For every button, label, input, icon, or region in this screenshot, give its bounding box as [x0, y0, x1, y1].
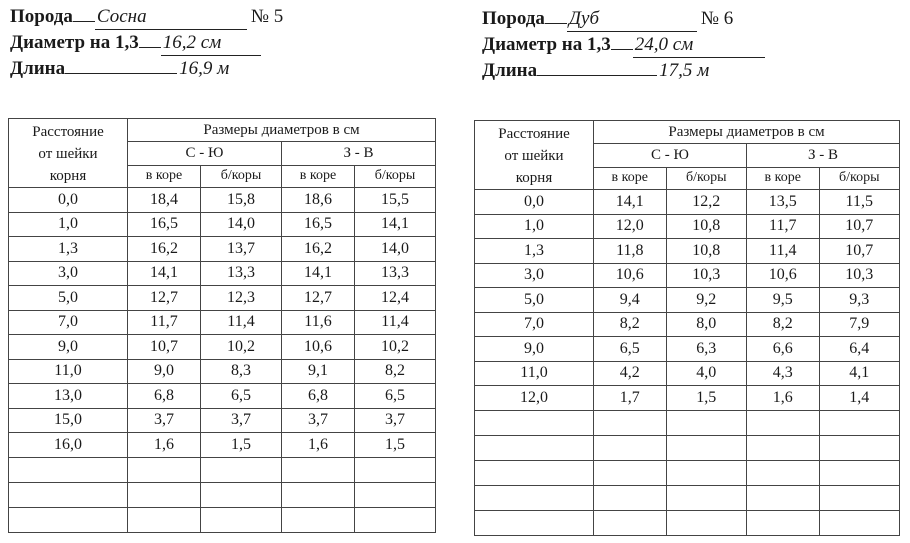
diameter-cell: 1,6 — [746, 386, 819, 411]
distance-header-line: Расстояние — [498, 126, 570, 142]
distance-cell: 1,3 — [9, 237, 128, 262]
diameter-cell: 13,3 — [201, 261, 282, 286]
diameter-cell: 15,8 — [201, 188, 282, 213]
diameter-cell: 16,2 — [128, 237, 201, 262]
table-row — [9, 384, 436, 409]
diameter-line — [482, 32, 765, 58]
diameter-cell: 18,4 — [128, 188, 201, 213]
empty-cell — [281, 507, 354, 532]
empty-cell — [9, 457, 128, 482]
diameter-cell: 14,1 — [354, 212, 435, 237]
subheader-with-bark: в коре — [594, 167, 667, 189]
diameter-cell: 8,3 — [201, 359, 282, 384]
distance-cell: 0,0 — [475, 190, 594, 215]
diameter-cell: 3,7 — [201, 408, 282, 433]
table-row — [9, 310, 436, 335]
diameter-cell: 8,2 — [354, 359, 435, 384]
diameter-cell: 14,0 — [201, 212, 282, 237]
diameter-cell: 12,7 — [128, 286, 201, 311]
empty-cell — [128, 482, 201, 507]
card-number: № 5 — [250, 6, 284, 27]
empty-cell — [475, 410, 594, 435]
empty-cell — [746, 410, 819, 435]
empty-row — [9, 482, 436, 507]
diameter-cell: 3,7 — [281, 408, 354, 433]
subheader-without-bark: б/коры — [666, 167, 746, 189]
diameter-cell: 1,4 — [819, 386, 899, 411]
diameter-cell: 11,7 — [746, 214, 819, 239]
diameter-value: 24,0 см — [633, 32, 765, 58]
empty-row — [475, 460, 900, 485]
diameter-cell: 13,7 — [201, 237, 282, 262]
subheader-without-bark: б/коры — [354, 165, 435, 187]
diameter-cell: 10,8 — [666, 239, 746, 264]
diameter-cell: 4,2 — [594, 361, 667, 386]
subheader-with-bark: в коре — [281, 165, 354, 187]
distance-cell: 12,0 — [475, 386, 594, 411]
distance-cell: 16,0 — [9, 433, 128, 458]
diameter-cell: 13,5 — [746, 190, 819, 215]
table-row — [475, 361, 900, 386]
empty-cell — [354, 507, 435, 532]
measurements-table — [8, 118, 436, 533]
distance-cell: 5,0 — [475, 288, 594, 313]
empty-row — [475, 410, 900, 435]
diameter-cell: 11,5 — [819, 190, 899, 215]
table-row — [475, 288, 900, 313]
direction-header-we: З - В — [746, 144, 899, 167]
empty-row — [475, 485, 900, 510]
distance-cell: 3,0 — [9, 261, 128, 286]
diameter-cell: 4,0 — [666, 361, 746, 386]
length-label: Длина — [10, 58, 66, 79]
diameter-cell: 14,1 — [281, 261, 354, 286]
card-header — [482, 6, 765, 83]
empty-cell — [354, 457, 435, 482]
empty-cell — [666, 460, 746, 485]
table-row — [9, 408, 436, 433]
empty-cell — [475, 510, 594, 535]
diameter-cell: 11,4 — [746, 239, 819, 264]
empty-cell — [9, 482, 128, 507]
table-row — [9, 359, 436, 384]
empty-cell — [819, 485, 899, 510]
diameter-cell: 10,2 — [354, 335, 435, 360]
distance-cell: 0,0 — [9, 188, 128, 213]
empty-cell — [746, 485, 819, 510]
empty-cell — [475, 460, 594, 485]
diameter-cell: 6,8 — [281, 384, 354, 409]
empty-row — [475, 510, 900, 535]
distance-cell: 5,0 — [9, 286, 128, 311]
diameter-cell: 9,4 — [594, 288, 667, 313]
diameter-cell: 13,3 — [354, 261, 435, 286]
diameter-cell: 14,1 — [128, 261, 201, 286]
diameter-cell: 8,2 — [746, 312, 819, 337]
empty-cell — [128, 507, 201, 532]
empty-cell — [819, 460, 899, 485]
empty-cell — [201, 457, 282, 482]
diameter-cell: 10,6 — [281, 335, 354, 360]
diameter-cell: 4,1 — [819, 361, 899, 386]
empty-cell — [666, 435, 746, 460]
diameter-cell: 10,7 — [819, 214, 899, 239]
length-line — [10, 56, 283, 81]
table-row — [9, 261, 436, 286]
diameter-line — [10, 30, 283, 56]
subheader-with-bark: в коре — [128, 165, 201, 187]
empty-cell — [746, 435, 819, 460]
diameter-cell: 10,8 — [666, 214, 746, 239]
species-line — [10, 4, 283, 30]
distance-cell: 1,0 — [9, 212, 128, 237]
distance-header-line: корня — [515, 170, 553, 186]
empty-cell — [746, 460, 819, 485]
distance-header-line: корня — [49, 168, 87, 184]
empty-cell — [281, 457, 354, 482]
diameter-cell: 4,3 — [746, 361, 819, 386]
empty-row — [475, 435, 900, 460]
distance-cell: 7,0 — [475, 312, 594, 337]
table-row — [9, 433, 436, 458]
empty-cell — [819, 510, 899, 535]
diameter-cell: 14,1 — [594, 190, 667, 215]
diameter-cell: 18,6 — [281, 188, 354, 213]
diameter-cell: 1,7 — [594, 386, 667, 411]
diameter-cell: 16,2 — [281, 237, 354, 262]
length-line — [482, 58, 765, 83]
diameter-cell: 12,3 — [201, 286, 282, 311]
table-row — [9, 286, 436, 311]
diameter-cell: 9,1 — [281, 359, 354, 384]
species-line — [482, 6, 765, 32]
table-row — [9, 237, 436, 262]
distance-cell: 9,0 — [9, 335, 128, 360]
diameter-cell: 9,2 — [666, 288, 746, 313]
empty-cell — [128, 457, 201, 482]
empty-cell — [201, 482, 282, 507]
distance-cell: 1,0 — [475, 214, 594, 239]
empty-cell — [354, 482, 435, 507]
diameter-cell: 12,2 — [666, 190, 746, 215]
empty-cell — [666, 410, 746, 435]
diameter-cell: 9,5 — [746, 288, 819, 313]
species-label: Порода — [10, 6, 73, 27]
table-row — [475, 386, 900, 411]
species-value: Дуб — [567, 6, 697, 32]
card-number: № 6 — [700, 8, 734, 29]
distance-cell: 13,0 — [9, 384, 128, 409]
empty-row — [9, 507, 436, 532]
empty-cell — [475, 485, 594, 510]
table-row — [9, 212, 436, 237]
diameter-cell: 6,8 — [128, 384, 201, 409]
diameters-header: Размеры диаметров в см — [594, 121, 900, 144]
diameter-cell: 1,5 — [666, 386, 746, 411]
diameter-cell: 11,4 — [354, 310, 435, 335]
diameter-cell: 1,6 — [281, 433, 354, 458]
table-row — [475, 263, 900, 288]
diameter-cell: 10,3 — [819, 263, 899, 288]
diameter-cell: 10,3 — [666, 263, 746, 288]
diameter-cell: 11,8 — [594, 239, 667, 264]
direction-header-we: З - В — [281, 142, 435, 165]
diameter-cell: 6,3 — [666, 337, 746, 362]
diameter-cell: 7,9 — [819, 312, 899, 337]
diameter-cell: 10,7 — [819, 239, 899, 264]
distance-header — [9, 119, 128, 188]
diameter-cell: 1,5 — [354, 433, 435, 458]
distance-cell: 15,0 — [9, 408, 128, 433]
species-value: Сосна — [95, 4, 247, 30]
species-label: Порода — [482, 8, 545, 29]
diameter-value: 16,2 см — [161, 30, 261, 56]
table-row — [475, 312, 900, 337]
length-value: 17,5 м — [659, 60, 710, 81]
empty-cell — [594, 410, 667, 435]
diameter-label: Диаметр на 1,3 — [482, 34, 611, 55]
diameter-cell: 11,7 — [128, 310, 201, 335]
diameter-cell: 15,5 — [354, 188, 435, 213]
direction-header-ns: С - Ю — [594, 144, 747, 167]
empty-cell — [594, 510, 667, 535]
diameter-cell: 10,6 — [746, 263, 819, 288]
diameter-cell: 8,0 — [666, 312, 746, 337]
diameter-cell: 10,6 — [594, 263, 667, 288]
diameter-cell: 12,4 — [354, 286, 435, 311]
diameter-cell: 16,5 — [281, 212, 354, 237]
diameter-cell: 3,7 — [354, 408, 435, 433]
distance-header-line: Расстояние — [32, 124, 104, 140]
length-value: 16,9 м — [179, 58, 230, 79]
empty-cell — [594, 435, 667, 460]
diameter-cell: 12,7 — [281, 286, 354, 311]
diameter-cell: 16,5 — [128, 212, 201, 237]
diameter-cell: 11,6 — [281, 310, 354, 335]
distance-cell: 1,3 — [475, 239, 594, 264]
empty-cell — [819, 410, 899, 435]
diameter-cell: 6,5 — [354, 384, 435, 409]
table-row — [475, 214, 900, 239]
empty-cell — [201, 507, 282, 532]
measurements-table — [474, 120, 900, 536]
distance-header — [475, 121, 594, 190]
diameter-cell: 11,4 — [201, 310, 282, 335]
empty-cell — [281, 482, 354, 507]
direction-header-ns: С - Ю — [128, 142, 282, 165]
distance-cell: 11,0 — [475, 361, 594, 386]
distance-cell: 11,0 — [9, 359, 128, 384]
table-row — [9, 188, 436, 213]
distance-cell: 7,0 — [9, 310, 128, 335]
subheader-with-bark: в коре — [746, 167, 819, 189]
diameter-cell: 14,0 — [354, 237, 435, 262]
diameters-header: Размеры диаметров в см — [128, 119, 436, 142]
empty-cell — [819, 435, 899, 460]
empty-row — [9, 457, 436, 482]
empty-cell — [475, 435, 594, 460]
diameter-cell: 1,6 — [128, 433, 201, 458]
diameter-cell: 6,5 — [201, 384, 282, 409]
diameter-cell: 9,0 — [128, 359, 201, 384]
diameter-cell: 10,7 — [128, 335, 201, 360]
table-row — [475, 190, 900, 215]
diameter-cell: 1,5 — [201, 433, 282, 458]
empty-cell — [9, 507, 128, 532]
empty-cell — [746, 510, 819, 535]
distance-header-line: от шейки — [38, 146, 98, 162]
card-header — [10, 4, 283, 81]
table-row — [475, 239, 900, 264]
diameter-cell: 10,2 — [201, 335, 282, 360]
diameter-cell: 3,7 — [128, 408, 201, 433]
table-row — [9, 335, 436, 360]
subheader-without-bark: б/коры — [201, 165, 282, 187]
table-row — [475, 337, 900, 362]
empty-cell — [594, 460, 667, 485]
subheader-without-bark: б/коры — [819, 167, 899, 189]
diameter-label: Диаметр на 1,3 — [10, 32, 139, 53]
distance-header-line: от шейки — [504, 148, 564, 164]
diameter-cell: 8,2 — [594, 312, 667, 337]
empty-cell — [666, 485, 746, 510]
diameter-cell: 6,5 — [594, 337, 667, 362]
distance-cell: 9,0 — [475, 337, 594, 362]
empty-cell — [666, 510, 746, 535]
empty-cell — [594, 485, 667, 510]
distance-cell: 3,0 — [475, 263, 594, 288]
diameter-cell: 6,6 — [746, 337, 819, 362]
diameter-cell: 12,0 — [594, 214, 667, 239]
diameter-cell: 6,4 — [819, 337, 899, 362]
length-label: Длина — [482, 60, 538, 81]
diameter-cell: 9,3 — [819, 288, 899, 313]
